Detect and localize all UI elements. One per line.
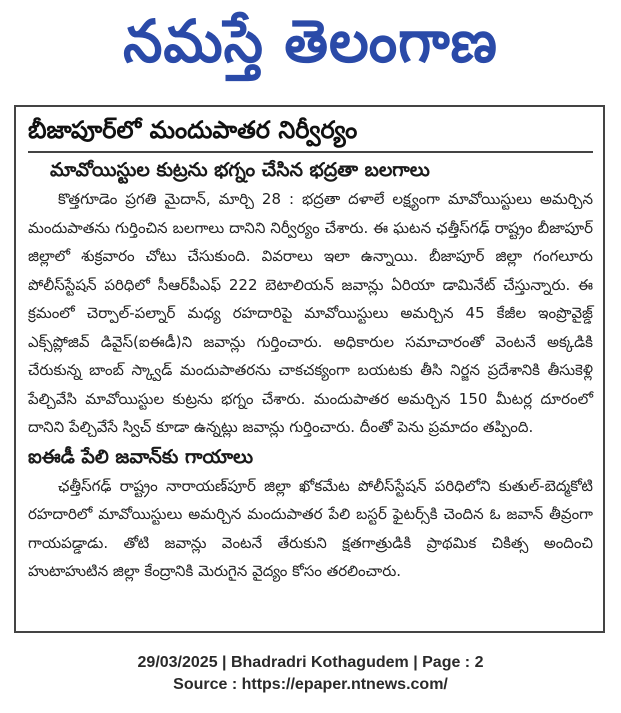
article-subhead-2: ఐఈడీ పేలి జవాన్‌కు గాయాలు [28,445,254,468]
footer-source-line: Source : https://epaper.ntnews.com/ [173,676,448,693]
article-clip [14,105,605,633]
footer-date-line: 29/03/2025 | Bhadradri Kothagudem | Page : 2 [137,654,484,671]
article-headline: బీజాపూర్‌లో మందుపాతర నిర్వీర్యం [28,113,593,153]
masthead-title: నమస్తే తెలంగాణ [123,7,498,76]
masthead [0,0,621,98]
article-subhead-1: మావోయిస్టుల కుట్రను భగ్నం చేసిన భద్రతా బలగాలు [50,159,430,181]
footer [0,652,621,696]
article-paragraph-1: కొత్తగూడెం ప్రగతి మైదాన్, మార్చి 28 : భద్రతా దళాలే లక్ష్యంగా మావోయిస్టులు అమర్చిన మందుపాతను గుర్తించిన బలగాలు దానిని నిర్వీర్యం చేశారు. ఈ ఘటన ఛత్తీస్‌గఢ్ రాష్ట్రం బీజాపూర్ జిల్లాలో శుక్రవారం చోటు చేసుకుంది. వివరాలు ఇలా ఉన్నాయి. బీజాపూర్ జిల్లా గంగలూరు పోలీస్‌స్టేషన్ పరిధిలో సీఆర్‌పీఎఫ్ 222 బెటాలియన్ జవాన్లు ఏరియా డామినేట్ చేస్తున్నారు. ఈ క్రమంలో చెర్పాల్-పల్నార్ మధ్య రహదారిపై మావోయిస్టులు అమర్చిన 45 కేజీల ఇంప్రొవైజ్డ్ ఎక్స్‌ప్లోజివ్ డివైస్(ఐఈడీ)ని జవాన్లు గుర్తించారు. అధికారుల సమాచారంతో వెంటనే అక్కడికి చేరుకున్న బాంబ్ స్క్వాడ్ మందుపాతరను చాకచక్యంగా బయటకు తీసి నిర్జన ప్రదేశానికి తీసుకెళ్లి పేల్చివేసి మావోయిస్టుల కుట్రను భగ్నం చేశారు. మందుపాతర అమర్చిన 150 మీటర్ల దూరంలో దానిని పేల్చివేసే స్విచ్ కూడా ఉన్నట్లు జవాన్లు గుర్తించారు. దీంతో పెను ప్రమాదం తప్పింది. [28,190,593,436]
article-paragraph-2: ఛత్తీస్‌గఢ్ రాష్ట్రం నారాయణ్‌పూర్ జిల్లా ఖోకమేట పోలీస్‌స్టేషన్ పరిధిలోని కుతుల్-బెద్మకోటి రహదారిలో మావోయిస్టులు అమర్చిన మందుపాతర పేలి బస్టర్ ఫైటర్స్‌కి చెందిన ఓ జవాన్ తీవ్రంగా గాయపడ్డాడు. తోటి జవాన్లు వెంటనే తేరుకుని క్షతగాత్రుడికి ప్రాథమిక చికిత్స అందించి హుటాహుటిన జిల్లా కేంద్రానికి మెరుగైన వైద్యం కోసం తరలించారు. [28,476,593,580]
